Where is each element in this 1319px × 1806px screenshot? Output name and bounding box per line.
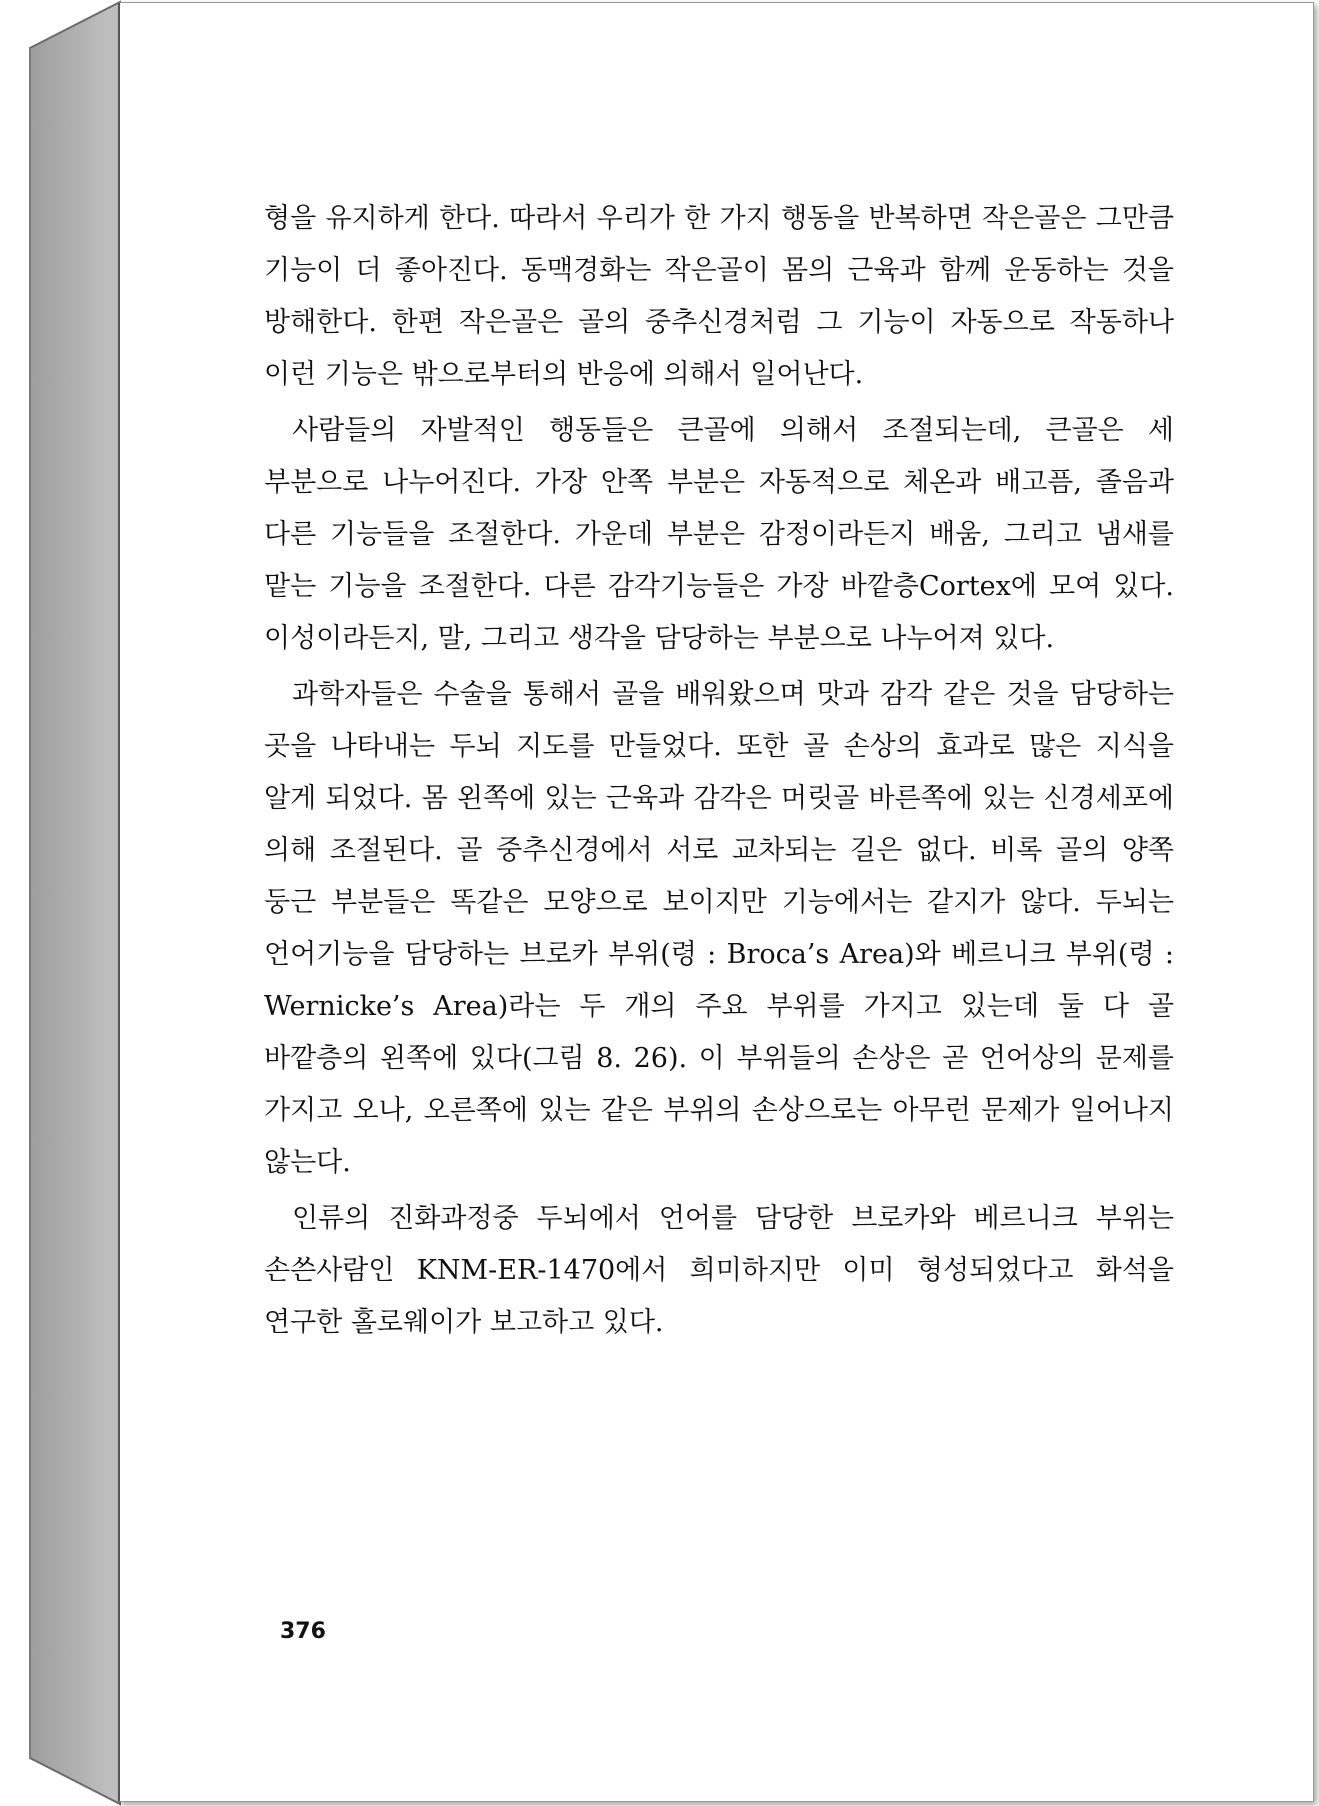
- paragraph: 인류의 진화과정중 두뇌에서 언어를 담당한 브로카와 베르니크 부위는 손쓴사람인 KNM-ER-1470에서 희미하지만 이미 형성되었다고 화석을 연구한 홀로웨이가 보고하고 있다.: [264, 1203, 1174, 1338]
- body-text: [264, 193, 1174, 1353]
- page-number: 376: [280, 1619, 326, 1644]
- paragraph: 과학자들은 수술을 통해서 골을 배워왔으며 맛과 감각 같은 것을 담당하는 곳을 나타내는 두뇌 지도를 만들었다. 또한 골 손상의 효과로 많은 지식을 알게 되었다. 몸 왼쪽에 있는 근육과 감각은 머릿골 바른쪽에 있는 신경세포에 의해 조절된다. 골 중추신경에서 서로 교차되는 길은 없다. 비록 골의 양쪽 둥근 부분들은 똑같은 모양으로 보이지만 기능에서는 같지가 않다. 두뇌는 언어기능을 담당하는 브로카 부위(령 : Broca’s Area)와 베르니크 부위(령 : Wernicke’s Area)라는 두 개의 주요 부위를 가지고 있는데 둘 다 골 바깥층의 왼쪽에 있다(그림 8. 26). 이 부위들의 손상은 곧 언어상의 문제를 가지고 오나, 오른쪽에 있는 같은 부위의 손상으로는 아무런 문제가 일어나지 않는다.: [264, 679, 1174, 1178]
- book-spine: [0, 0, 125, 1806]
- paragraph: 사람들의 자발적인 행동들은 큰골에 의해서 조절되는데, 큰골은 세 부분으로 나누어진다. 가장 안쪽 부분은 자동적으로 체온과 배고픔, 졸음과 다른 기능들을 조절한다. 가운데 부분은 감정이라든지 배움, 그리고 냄새를 맡는 기능을 조절한다. 다른 감각기능들은 가장 바깥층Cortex에 모여 있다. 이성이라든지, 말, 그리고 생각을 담당하는 부분으로 나누어져 있다.: [264, 415, 1174, 654]
- paragraph: 형을 유지하게 한다. 따라서 우리가 한 가지 행동을 반복하면 작은골은 그만큼 기능이 더 좋아진다. 동맥경화는 작은골이 몸의 근육과 함께 운동하는 것을 방해한다. 한편 작은골은 골의 중추신경처럼 그 기능이 자동으로 작동하나 이런 기능은 밖으로부터의 반응에 의해서 일어난다.: [264, 203, 1174, 390]
